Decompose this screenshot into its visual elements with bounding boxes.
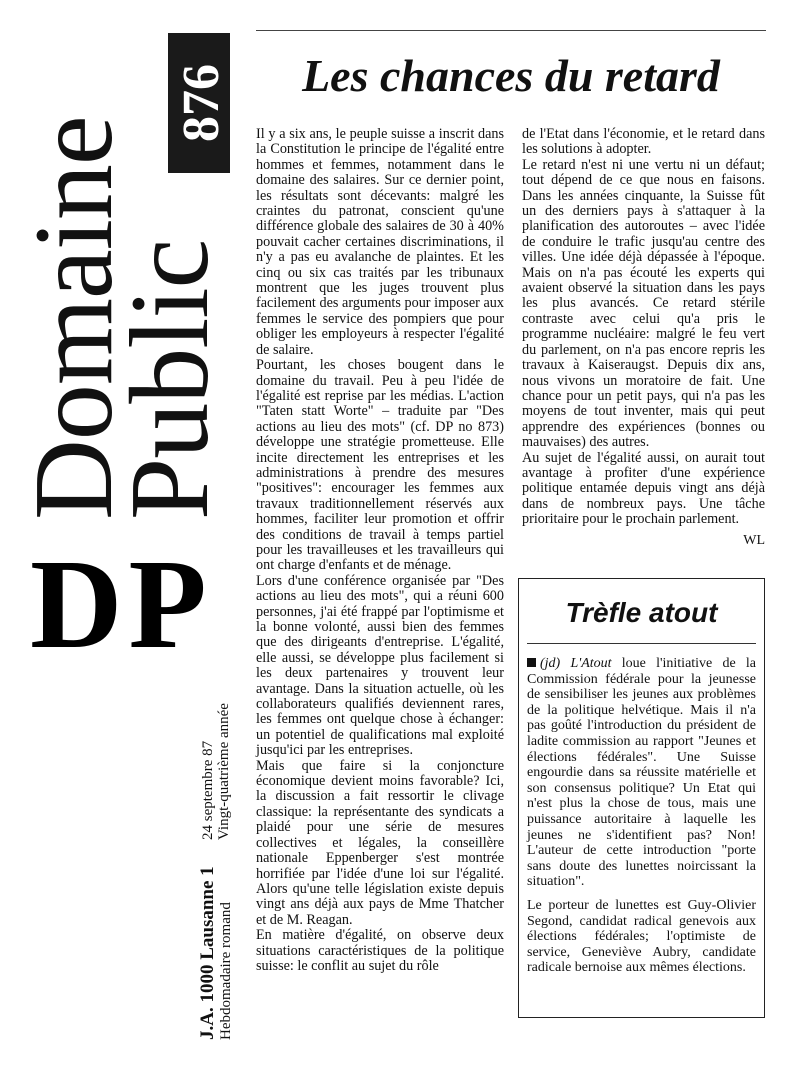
publication-frequency: Hebdomadaire romand [218, 902, 234, 1040]
sidebar-tag: (jd) [540, 656, 561, 671]
sidebar-divider [527, 643, 756, 644]
sidebar-lead-text: loue l'initiative de la Commission fédérale pour la jeunesse de sensibiliser les jeunes aux problèmes de la politique helvétique. Mais il n'a pas goûté l'introduction du président de ladite commission au rapport "Jeunes et élections fédérales". Une Suisse engourdie dans sa réussite matérielle et son consensus politique? Un Etat qui n'est plus la chose de tous, mais une puissance autoritaire à laquelle les jeunes ne s'identifient pas? Non! L'auteur de cette introduction "porte sans doute des lunettes noircissant la situation". [527, 656, 757, 890]
article-paragraph: En matière d'égalité, on observe deux situations caractéristiques de la politique suisse: le conflit au sujet du rôle [256, 927, 504, 974]
square-bullet-icon [527, 658, 536, 667]
sidebar-source-name: L'Atout [570, 656, 612, 671]
article-paragraph: Pourtant, les choses bougent dans le domaine du travail. Peu à peu l'idée de l'égalité est reprise par les médias. L'action "Taten statt Worte" – traduite par "Des actions au lieu des mots" (cf. DP no 873) développe une stratégie prometteuse. Elle incite directement les entreprises et les administrations à prendre des mesures "positives": encourager les femmes aux travaux traditionnellement réservés aux hommes, faciliter leur promotion et offrir des conditions de travail à temps partiel pour les travailleuses et les travailleurs qui ont charge d'enfants et de ménage. [256, 357, 504, 574]
sidebar-paragraph [527, 656, 756, 890]
sidebar-paragraph: Le porteur de lunettes est Guy-Olivier Segond, candidat radical genevois aux élections fédérales; l'optimiste de service, Geneviève Aubry, candidate radicale bernoise aux mêmes élections. [527, 897, 756, 976]
article-column-1 [256, 127, 504, 974]
article-paragraph: Lors d'une conférence organisée par "Des actions au lieu des mots", qui a réuni 600 personnes, j'ai été frappé par l'optimisme et la bonne volonté, aussi bien des femmes que des dirigeants d'entreprise. L'égalité, elle aussi, se développe plus facilement si les deux partenaires y trouvent leur avantage. Dans la situation actuelle, où les collaborateurs qualifiés deviennent rares, les femmes ont quelque chose à échanger: un potentiel de qualifications mal exploité jusqu'ici par les entreprises. [256, 572, 504, 759]
article-signature: WL [743, 533, 765, 548]
issue-date-block [200, 650, 232, 840]
masthead-title-public: Public [108, 239, 232, 520]
masthead-title-domaine: Domaine [12, 116, 136, 520]
dp-logo: DP [30, 533, 213, 675]
article-paragraph: Mais que faire si la conjoncture économique devient moins favorable? Ici, la discussion a fait ressortir le clivage classique: la représentante des syndicats a plaidé pour une série de mesures collectives et légales, la conseillère nationale Eppenberger s'est montrée horrifiée par l'idée d'une loi sur l'égalité. Alors qu'une telle législation existe depuis vingt ans déjà aux pays de Mme Thatcher et de M. Reagan. [256, 757, 504, 928]
sidebar-box [518, 578, 765, 1018]
article-headline: Les chances du retard [302, 50, 720, 101]
article-paragraph: Il y a six ans, le peuple suisse a inscrit dans la Constitution le principe de l'égalité entre hommes et femmes, notamment dans le domaine des salaires. Sur ce dernier point, les résultats sont décevants: malgré les craintes du patronat, conscient qu'une différence globale des salaires de 30 à 40% pouvait cacher certaines discriminations, il n'y a pas eu avalanche de plaintes. Et les cinq ou six cas traités par les tribunaux montrent que les juges trouvent plus facilement des arguments pour imposer aux femmes le service des pompiers que pour obliger les employeurs à respecter l'égalité de salaire. [256, 126, 504, 358]
sidebar-title: Trèfle atout [565, 597, 718, 628]
sidebar-body [527, 656, 756, 976]
article-paragraph: de l'Etat dans l'économie, et le retard dans les solutions à adopter. [522, 126, 765, 158]
publication-address: J.A. 1000 Lausanne 1 [197, 866, 218, 1040]
issue-number: 876 [173, 64, 230, 142]
article-column-2 [522, 127, 765, 528]
headline-rule [256, 30, 766, 31]
issue-date: 24 septembre 87 [200, 740, 216, 840]
article-paragraph: Le retard n'est ni une vertu ni un défaut; tout dépend de ce que nous en faisons. Dans les années cinquante, la Suisse fût un des derniers pays à s'attaquer à la planification des autoroutes – avec l'idée de conduire le trafic jusqu'au centre des villes. Une idée déjà dépassée à l'époque. Mais on n'a pas écouté les experts qui avaient observé la situation dans les pays les plus avancés. Ce retard stérile contraste avec celui qu'a pris le programme nucléaire: malgré le feu vert du parlement, on n'a pas encore repris les travaux à Kaiseraugst. Depuis dix ans, nous vivons un moratoire de fait. Une chance pour un petit pays, qui n'a pas les moyens de tout inventer, mais qui peut apprendre des expériences (bonnes ou mauvaises) des autres. [522, 156, 765, 451]
article-paragraph: Au sujet de l'égalité aussi, on aurait tout avantage à profiter d'une expérience politique entamée depuis vingt ans déjà dans de nombreux pays. Une tâche prioritaire pour le prochain parlement. [522, 449, 765, 528]
issue-year: Vingt-quatrième année [216, 703, 232, 840]
issue-number-box [168, 33, 230, 173]
